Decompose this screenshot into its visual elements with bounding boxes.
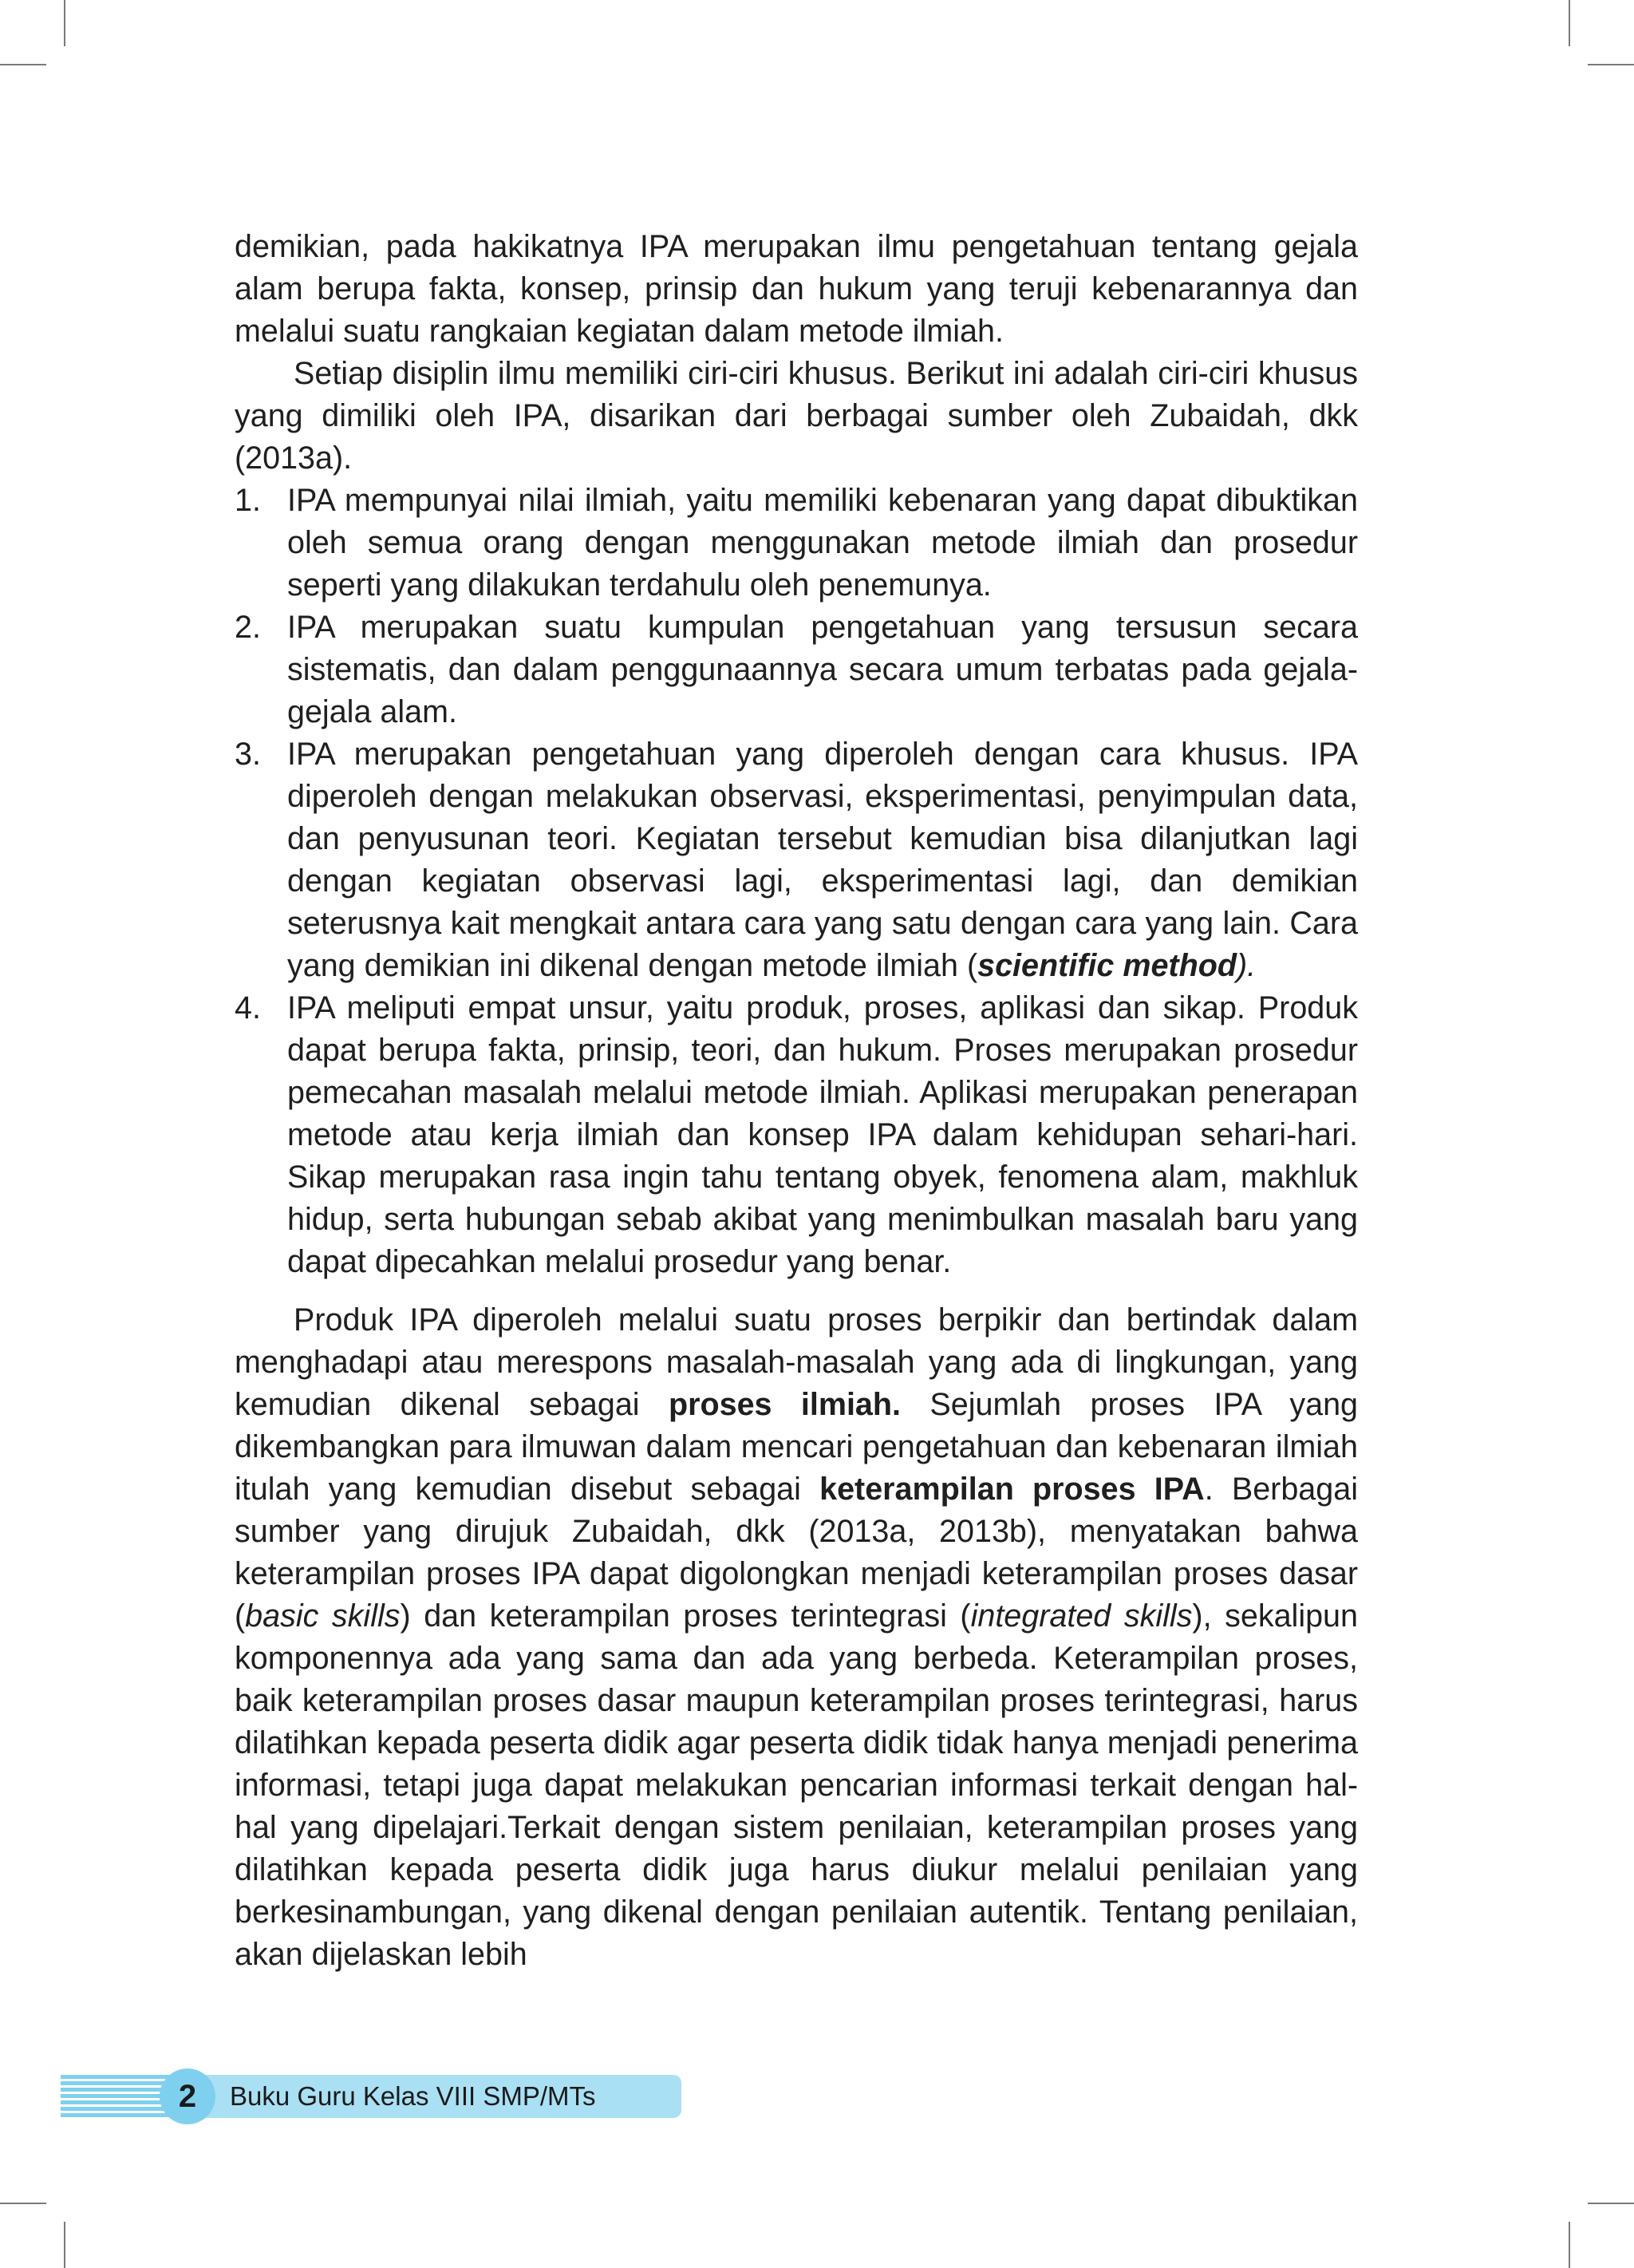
paragraph-ciri-ciri: Setiap disiplin ilmu memiliki ciri-ciri khusus. Berikut ini adalah ciri-ciri khusus yang dimiliki oleh IPA, disarikan dari berbagai sumber oleh Zubaidah, dkk (2013a).: [235, 356, 1358, 476]
bold-keterampilan-proses: keterampilan proses IPA: [819, 1472, 1205, 1507]
list-text: IPA merupakan pengetahuan yang diperoleh dengan cara khusus. IPA diperoleh dengan melakukan observasi, eksperimentasi, penyimpulan data, dan penyusunan teori. Kegiatan tersebut kemudian bisa dilanjutkan lagi dengan kegiatan observasi lagi, eksperimentasi lagi, dan demikian seterusnya kait mengkait antara cara yang satu dengan cara yang lain. Cara yang demikian ini dikenal dengan metode ilmiah (: [287, 737, 1358, 983]
crop-mark: [1588, 64, 1634, 65]
list-number: 4.: [235, 990, 261, 1025]
ciri-list: [235, 480, 1358, 1283]
text-run: Produk IPA diperoleh melalui suatu proses berpikir dan bertindak dalam menghadapi atau merespons masalah-masalah yang ada di lingkungan, yang kemudian dikenal sebagai: [235, 1302, 1358, 1422]
crop-mark: [1588, 2203, 1634, 2204]
page-footer: [61, 2068, 619, 2124]
crop-mark: [0, 2203, 46, 2204]
list-number: 1.: [235, 483, 261, 518]
page-number: 2: [178, 2078, 197, 2114]
list-item: [235, 607, 1358, 733]
list-text: IPA meliputi empat unsur, yaitu produk, proses, aplikasi dan sikap. Produk dapat berupa fakta, prinsip, teori, dan hukum. Proses merupakan prosedur pemecahan masalah melalui metode ilmiah. Aplikasi merupakan penerapan metode atau kerja ilmiah dan konsep IPA dalam kehidupan sehari-hari. Sikap merupakan rasa ingin tahu tentang obyek, fenomena alam, makhluk hidup, serta hubungan sebab akibat yang menimbulkan masalah baru yang dapat dipecahkan melalui prosedur yang benar.: [287, 990, 1358, 1279]
page-body: [235, 226, 1358, 1976]
list-number: 2.: [235, 610, 261, 645]
list-item: [235, 480, 1358, 607]
bold-proses-ilmiah: proses ilmiah.: [668, 1387, 902, 1422]
list-number: 3.: [235, 737, 261, 772]
crop-mark: [64, 0, 65, 46]
crop-mark: [1569, 2222, 1570, 2268]
list-text: IPA mempunyai nilai ilmiah, yaitu memiliki kebenaran yang dapat dibuktikan oleh semua orang dengan menggunakan metode ilmiah dan prosedur seperti yang dilakukan terdahulu oleh penemunya.: [287, 483, 1358, 603]
text-run: ) dan keterampilan proses terintegrasi (: [400, 1598, 971, 1634]
text-run: . Berbagai sumber yang dirujuk Zubaidah, dkk (2013a, 2013b), menyatakan bahwa keterampilan proses IPA dapat digolongkan menjadi keterampilan proses dasar (: [235, 1472, 1358, 1634]
paragraph-proses-ilmiah: [235, 1299, 1358, 1976]
list-text: IPA merupakan suatu kumpulan pengetahuan yang tersusun secara sistematis, dan dalam penggunaannya secara umum terbatas pada gejala-gejala alam.: [287, 610, 1358, 729]
paragraph-intro: demikian, pada hakikatnya IPA merupakan ilmu pengetahuan tentang gejala alam berupa fakta, konsep, prinsip dan hukum yang teruji kebenarannya dan melalui suatu rangkaian kegiatan dalam metode ilmiah.: [235, 229, 1358, 349]
book-title: Buku Guru Kelas VIII SMP/MTs: [230, 2081, 596, 2111]
emphasis-scientific-method: scientific method: [977, 948, 1237, 983]
list-item: [235, 987, 1358, 1283]
italic-integrated-skills: integrated skills: [970, 1598, 1193, 1634]
page-number-badge: [160, 2068, 215, 2124]
list-item: [235, 733, 1358, 987]
italic-basic-skills: basic skills: [245, 1598, 401, 1634]
text-run: Sejumlah proses IPA yang dikembangkan para ilmuwan dalam mencari pengetahuan dan kebenaran ilmiah itulah yang kemudian disebut sebagai: [235, 1387, 1359, 1507]
crop-mark: [0, 64, 46, 65]
crop-mark: [1569, 0, 1570, 46]
text-run: ), sekalipun komponennya ada yang sama dan ada yang berbeda. Keterampilan proses, baik keterampilan proses dasar maupun keterampilan proses terintegrasi, harus dilatihkan kepada peserta didik agar peserta didik tidak hanya menjadi penerima informasi, tetapi juga dapat melakukan pencarian informasi terkait dengan hal-hal yang dipelajari.Terkait dengan sistem penilaian, keterampilan proses yang dilatihkan kepada peserta didik juga harus diukur melalui penilaian yang berkesinambungan, yang dikenal dengan penilaian autentik. Tentang penilaian, akan dijelaskan lebih: [235, 1598, 1358, 1972]
crop-mark: [64, 2222, 65, 2268]
list-text-end: ).: [1236, 948, 1257, 983]
